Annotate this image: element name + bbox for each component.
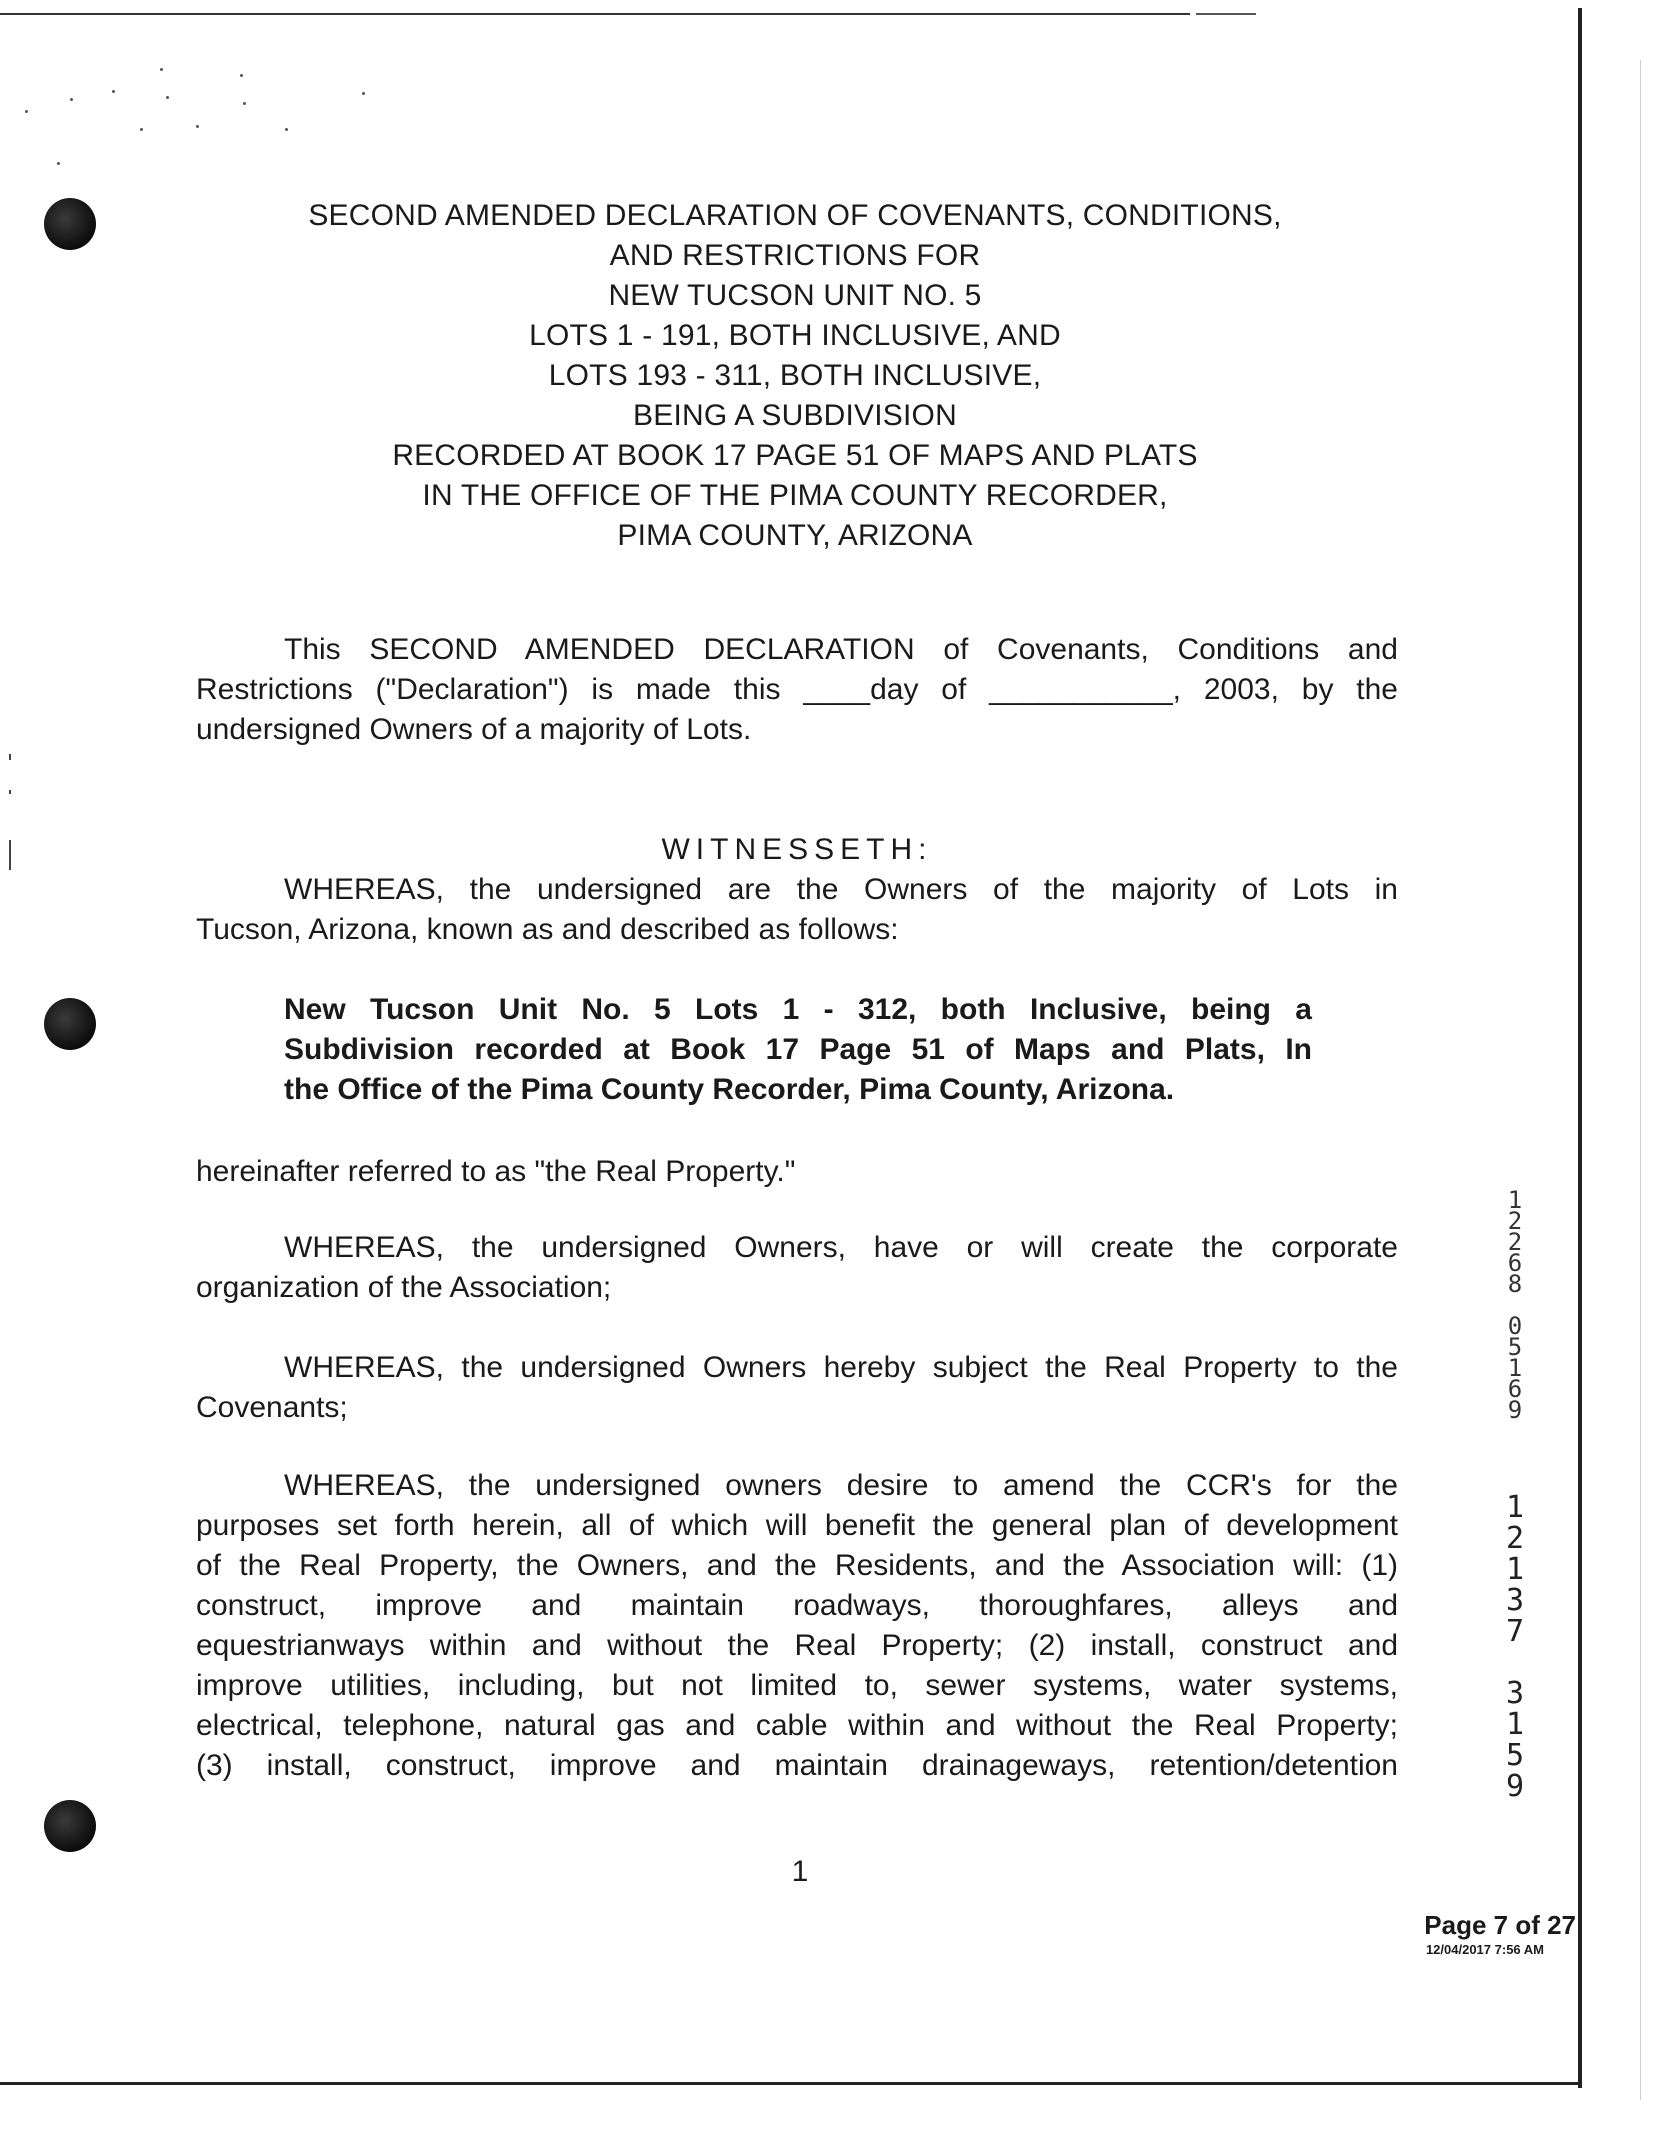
paragraph-line: construct, improve and maintain roadways, thoroughfares, alleys and bbox=[196, 1589, 1398, 1622]
legal-description-line: New Tucson Unit No. 5 Lots 1 - 312, both Inclusive, being a bbox=[284, 993, 1312, 1026]
paragraph-line: improve utilities, including, but not limited to, sewer systems, water systems, bbox=[196, 1669, 1398, 1702]
recording-digit: 6 bbox=[1507, 1375, 1523, 1403]
recording-digit: 5 bbox=[1507, 1333, 1523, 1361]
legal-description-line: the Office of the Pima County Recorder, Pima County, Arizona. bbox=[284, 1073, 1175, 1106]
punch-hole bbox=[44, 198, 96, 250]
paragraph-line: WHEREAS, the undersigned are the Owners of the majority of Lots in bbox=[284, 873, 1398, 906]
title-line: LOTS 1 - 191, BOTH INCLUSIVE, AND bbox=[529, 319, 1061, 352]
scan-speck bbox=[285, 128, 288, 131]
witnesseth-heading: WITNESSETH: bbox=[661, 833, 933, 866]
title-line: RECORDED AT BOOK 17 PAGE 51 OF MAPS AND PLATS bbox=[392, 439, 1198, 472]
paragraph-line: WHEREAS, the undersigned Owners, have or will create the corporate bbox=[284, 1231, 1398, 1264]
scan-speck bbox=[196, 125, 199, 128]
recording-digit: 9 bbox=[1505, 1769, 1525, 1804]
scan-speck bbox=[240, 74, 243, 77]
legal-description bbox=[284, 990, 1312, 1110]
paragraph-line: undersigned Owners of a majority of Lots. bbox=[196, 713, 752, 746]
paragraph-line: (3) install, construct, improve and maintain drainageways, retention/detention bbox=[196, 1749, 1398, 1782]
whereas-paragraph bbox=[196, 870, 1398, 950]
scan-speck bbox=[140, 128, 143, 131]
scan-margin-mark bbox=[9, 754, 11, 760]
scan-top-rule-fragment bbox=[1196, 13, 1256, 15]
intro-paragraph bbox=[196, 630, 1398, 750]
page-number: 1 bbox=[791, 1855, 809, 1888]
scan-right-border bbox=[1578, 8, 1582, 2088]
recording-digit-gap bbox=[1502, 1647, 1528, 1678]
whereas-paragraph bbox=[196, 1348, 1398, 1428]
footer-timestamp: 12/04/2017 7:56 AM bbox=[1425, 1942, 1544, 1957]
hereinafter-line bbox=[196, 1152, 1398, 1192]
punch-hole bbox=[44, 1800, 96, 1852]
whereas-paragraph bbox=[196, 1228, 1398, 1308]
scan-margin-mark bbox=[9, 790, 11, 794]
scan-speck bbox=[243, 102, 246, 105]
recording-digit: 1 bbox=[1505, 1707, 1525, 1742]
recording-digit: 2 bbox=[1507, 1228, 1523, 1256]
paragraph-line: WHEREAS, the undersigned Owners hereby subject the Real Property to the bbox=[284, 1351, 1398, 1384]
recording-digit: 0 bbox=[1507, 1312, 1523, 1340]
scan-margin-mark bbox=[9, 840, 11, 870]
scan-speck bbox=[70, 98, 73, 101]
paragraph-line: WHEREAS, the undersigned owners desire to amend the CCR's for the bbox=[284, 1469, 1398, 1502]
title-line: NEW TUCSON UNIT NO. 5 bbox=[608, 279, 982, 312]
scan-speck bbox=[160, 68, 163, 71]
paragraph-line: hereinafter referred to as "the Real Property." bbox=[196, 1155, 796, 1188]
title-line: IN THE OFFICE OF THE PIMA COUNTY RECORDER, bbox=[422, 479, 1168, 512]
whereas-paragraph bbox=[196, 1466, 1398, 1786]
recording-digit: 5 bbox=[1505, 1738, 1525, 1773]
scan-speck bbox=[112, 90, 115, 93]
document-title bbox=[160, 196, 1430, 556]
punch-hole bbox=[44, 998, 96, 1050]
paragraph-line: electrical, telephone, natural gas and cable within and without the Real Property; bbox=[196, 1709, 1398, 1742]
legal-description-line: Subdivision recorded at Book 17 Page 51 of Maps and Plats, In bbox=[284, 1033, 1312, 1066]
scan-speck bbox=[166, 96, 169, 99]
title-line: SECOND AMENDED DECLARATION OF COVENANTS, CONDITIONS, bbox=[308, 199, 1282, 232]
paragraph-line: This SECOND AMENDED DECLARATION of Covenants, Conditions and bbox=[284, 633, 1398, 666]
scan-speck bbox=[25, 110, 28, 113]
title-line: LOTS 193 - 311, BOTH INCLUSIVE, bbox=[548, 359, 1042, 392]
paragraph-line: equestrianways within and without the Real Property; (2) install, construct and bbox=[196, 1629, 1398, 1662]
scan-speck bbox=[57, 162, 60, 165]
recording-digit: 8 bbox=[1507, 1270, 1523, 1298]
recording-digit: 1 bbox=[1507, 1354, 1523, 1382]
recording-digit: 2 bbox=[1505, 1521, 1525, 1556]
paragraph-line: Tucson, Arizona, known as and described as follows: bbox=[196, 913, 899, 946]
recording-digit: 2 bbox=[1507, 1207, 1523, 1235]
recording-digit: 3 bbox=[1505, 1676, 1525, 1711]
recording-number-sequence bbox=[1502, 1492, 1528, 1802]
title-line: BEING A SUBDIVISION bbox=[633, 399, 957, 432]
paragraph-line: Covenants; bbox=[196, 1391, 348, 1424]
scan-bottom-border bbox=[0, 2082, 1582, 2085]
recording-digit: 1 bbox=[1505, 1552, 1525, 1587]
recording-digit: 6 bbox=[1507, 1249, 1523, 1277]
recording-digit: 3 bbox=[1505, 1583, 1525, 1618]
recording-digit: 9 bbox=[1507, 1396, 1523, 1424]
paragraph-line: purposes set forth herein, all of which will benefit the general plan of development bbox=[196, 1509, 1398, 1542]
paragraph-line: of the Real Property, the Owners, and the Residents, and the Association will: (1) bbox=[196, 1549, 1398, 1582]
recording-digit: 7 bbox=[1505, 1614, 1525, 1649]
paragraph-line: Restrictions ("Declaration") is made this ____day of ___________, 2003, by the bbox=[196, 673, 1398, 706]
title-line: AND RESTRICTIONS FOR bbox=[609, 239, 981, 272]
recording-digit: 1 bbox=[1505, 1490, 1525, 1525]
scan-top-rule bbox=[0, 13, 1190, 15]
paragraph-line: organization of the Association; bbox=[196, 1271, 612, 1304]
footer-page-label: Page 7 of 27 bbox=[1424, 1910, 1576, 1940]
title-line: PIMA COUNTY, ARIZONA bbox=[617, 519, 973, 552]
recording-number-docket bbox=[1502, 1186, 1528, 1424]
scan-page-edge bbox=[1640, 60, 1641, 2100]
scan-speck bbox=[362, 92, 365, 95]
recording-digit: 1 bbox=[1507, 1186, 1523, 1214]
